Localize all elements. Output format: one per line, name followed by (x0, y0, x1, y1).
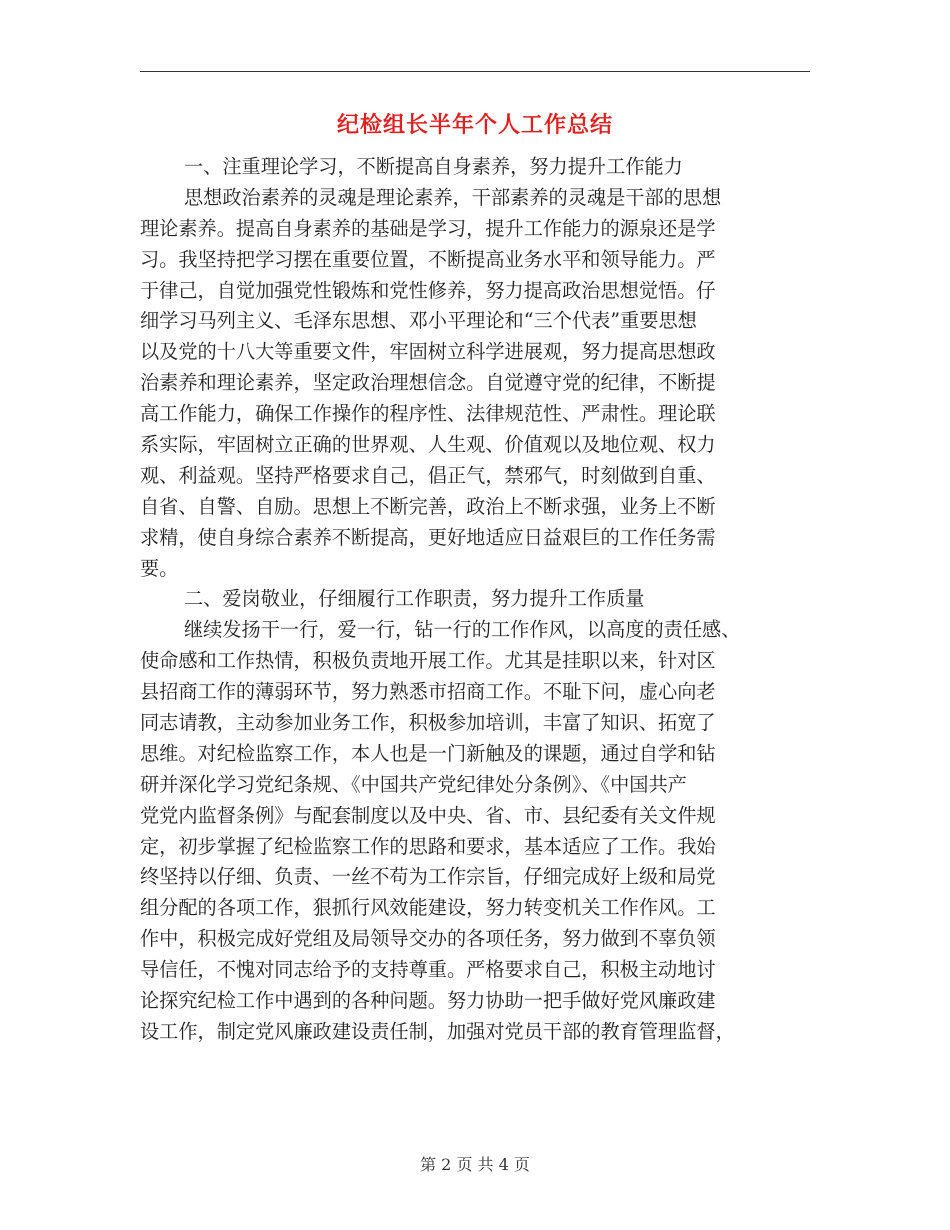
paragraph-line: 县招商工作的薄弱环节，努力熟悉市招商工作。不耻下问，虚心向老 (140, 680, 716, 704)
paragraph-line: 细学习马列主义、毛泽东思想、邓小平理论和“三个代表”重要思想 (140, 309, 697, 333)
paragraph-line: 于律己，自觉加强党性锻炼和党性修养，努力提高政治思想觉悟。仔 (140, 278, 716, 302)
paragraph-line: 观、利益观。坚持严格要求自己，倡正气，禁邪气，时刻做到自重、 (140, 463, 716, 487)
paragraph-line: 要。 (140, 556, 179, 580)
paragraph-line: 终坚持以仔细、负责、一丝不苟为工作宗旨，仔细完成好上级和局党 (140, 865, 716, 889)
paragraph-line: 研并深化学习党纪条规、《中国共产党纪律处分条例》、《中国共产 (140, 772, 687, 796)
paragraph-line: 设工作，制定党风廉政建设责任制，加强对党员干部的教育管理监督， (140, 1019, 735, 1043)
paragraph-line: 自省、自警、自励。思想上不断完善，政治上不断求强，业务上不断 (140, 494, 716, 518)
paragraph-line: 思想政治素养的灵魂是理论素养，干部素养的灵魂是干部的思想 (184, 185, 722, 209)
paragraph-line: 论探究纪检工作中遇到的各种问题。努力协助一把手做好党风廉政建 (140, 989, 716, 1013)
paragraph-line: 思维。对纪检监察工作，本人也是一门新触及的课题，通过自学和钻 (140, 741, 716, 765)
paragraph-line: 同志请教，主动参加业务工作，积极参加培训，丰富了知识、拓宽了 (140, 711, 716, 735)
paragraph-line: 系实际，牢固树立正确的世界观、人生观、价值观以及地位观、权力 (140, 433, 716, 457)
header-rule (140, 71, 810, 72)
paragraph-line: 治素养和理论素养，坚定政治理想信念。自觉遵守党的纪律，不断提 (140, 371, 716, 395)
paragraph-line: 习。我坚持把学习摆在重要位置，不断提高业务水平和领导能力。严 (140, 247, 716, 271)
paragraph-line: 求精，使自身综合素养不断提高，更好地适应日益艰巨的工作任务需 (140, 525, 716, 549)
document-title: 纪检组长半年个人工作总结 (336, 112, 613, 138)
section-heading-1: 一、注重理论学习，不断提高自身素养，努力提升工作能力 (184, 155, 683, 178)
paragraph-line: 使命感和工作热情，积极负责地开展工作。尤其是挂职以来，针对区 (140, 649, 716, 673)
paragraph-line: 导信任，不愧对同志给予的支持尊重。严格要求自己，积极主动地讨 (140, 958, 716, 982)
paragraph-line: 组分配的各项工作，狠抓行风效能建设，努力转变机关工作作风。工 (140, 896, 716, 920)
paragraph-line: 以及党的十八大等重要文件，牢固树立科学进展观，努力提高思想政 (140, 340, 716, 364)
paragraph-line: 作中，积极完成好党组及局领导交办的各项任务，努力做到不辜负领 (140, 927, 716, 951)
paragraph-line: 理论素养。提高自身素养的基础是学习，提升工作能力的源泉还是学 (140, 216, 716, 240)
section-heading-2: 二、爱岗敬业，仔细履行工作职责，努力提升工作质量 (184, 587, 645, 611)
paragraph-line: 继续发扬干一行，爱一行，钻一行的工作作风，以高度的责任感、 (184, 618, 741, 642)
document-body (140, 152, 820, 1048)
paragraph-line: 高工作能力，确保工作操作的程序性、法律规范性、严肃性。理论联 (140, 402, 716, 426)
paragraph-line: 定，初步掌握了纪检监察工作的思路和要求，基本适应了工作。我始 (140, 834, 716, 858)
paragraph-line: 党党内监督条例》与配套制度以及中央、省、市、县纪委有关文件规 (140, 803, 716, 827)
page-number: 第 2 页 共 4 页 (420, 1155, 530, 1174)
